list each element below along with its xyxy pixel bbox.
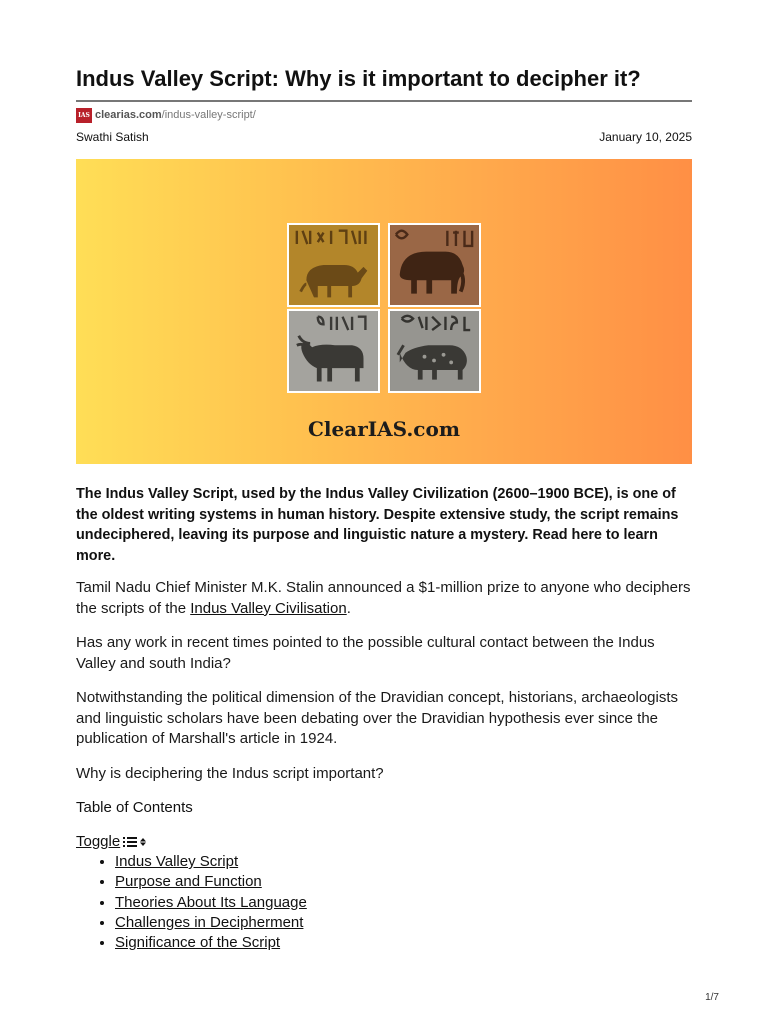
toc-list (76, 852, 692, 953)
source-url[interactable] (76, 107, 256, 123)
toc-item (115, 893, 692, 913)
paragraph-cultural-contact: Has any work in recent times pointed to the possible cultural contact between the Indus Valley and south India? (76, 634, 655, 672)
publish-date: January 10, 2025 (599, 130, 692, 144)
seal-zebu-bull-image (287, 309, 380, 393)
list-icon (123, 836, 137, 848)
paragraph-dravidian: Notwithstanding the political dimension of the Dravidian concept, historians, archaeologists and linguistic scholars have been debating over the Dravidian hypothesis ever since the publication of Marshall's article in 1924. (76, 689, 678, 747)
paragraph-prize-end: . (346, 599, 351, 617)
title-divider (76, 100, 692, 102)
sort-arrows-icon (139, 836, 147, 848)
seal-unicorn-image (287, 223, 380, 307)
toc-toggle[interactable] (76, 832, 692, 852)
indus-valley-civilisation-link[interactable]: Indus Valley Civilisation (190, 599, 347, 617)
toc-item (115, 933, 692, 953)
clearias-favicon-icon: IAS (76, 108, 92, 123)
paragraph-why-decipher: Why is deciphering the Indus script important? (76, 764, 384, 782)
toc-title: Table of Contents (76, 799, 193, 816)
author-name: Swathi Satish (76, 130, 149, 144)
article-body (76, 484, 692, 953)
toc-link-purpose-function[interactable]: Purpose and Function (115, 873, 262, 891)
toc-item (115, 872, 692, 892)
page-number: 1/7 (705, 992, 719, 1003)
article-lead: The Indus Valley Script, used by the Indus Valley Civilization (2600–1900 BCE), is one of the oldest writing systems in human history. Despite extensive study, the script remains undeciphered, leaving its purpose and linguistic nature a mystery. Read here to learn more. (76, 486, 679, 564)
toc-link-theories-language[interactable]: Theories About Its Language (115, 893, 307, 911)
indus-seals-image (287, 223, 481, 401)
toc-item (115, 913, 692, 933)
toc-link-challenges[interactable]: Challenges in Decipherment (115, 913, 304, 931)
toc-toggle-label: Toggle (76, 833, 121, 850)
clearias-brand-text: ClearIAS.com (308, 417, 460, 441)
source-path: /indus-valley-script/ (161, 109, 256, 121)
toc-item (115, 852, 692, 872)
source-domain: clearias.com (95, 109, 162, 121)
toc-link-indus-valley-script[interactable]: Indus Valley Script (115, 853, 239, 870)
paragraph-prize-text: Tamil Nadu Chief Minister M.K. Stalin announced a $1-million prize to anyone who deciphers the scripts of the (76, 579, 691, 617)
article-meta (76, 130, 692, 144)
seal-rhinoceros-image (388, 309, 481, 393)
toc-link-significance[interactable]: Significance of the Script (115, 934, 281, 952)
toc-toggle-icons (123, 836, 147, 848)
seal-elephant-image (388, 223, 481, 307)
hero-banner (76, 159, 692, 464)
page-title: Indus Valley Script: Why is it important to decipher it? (76, 66, 641, 91)
paragraph-prize (76, 578, 692, 619)
